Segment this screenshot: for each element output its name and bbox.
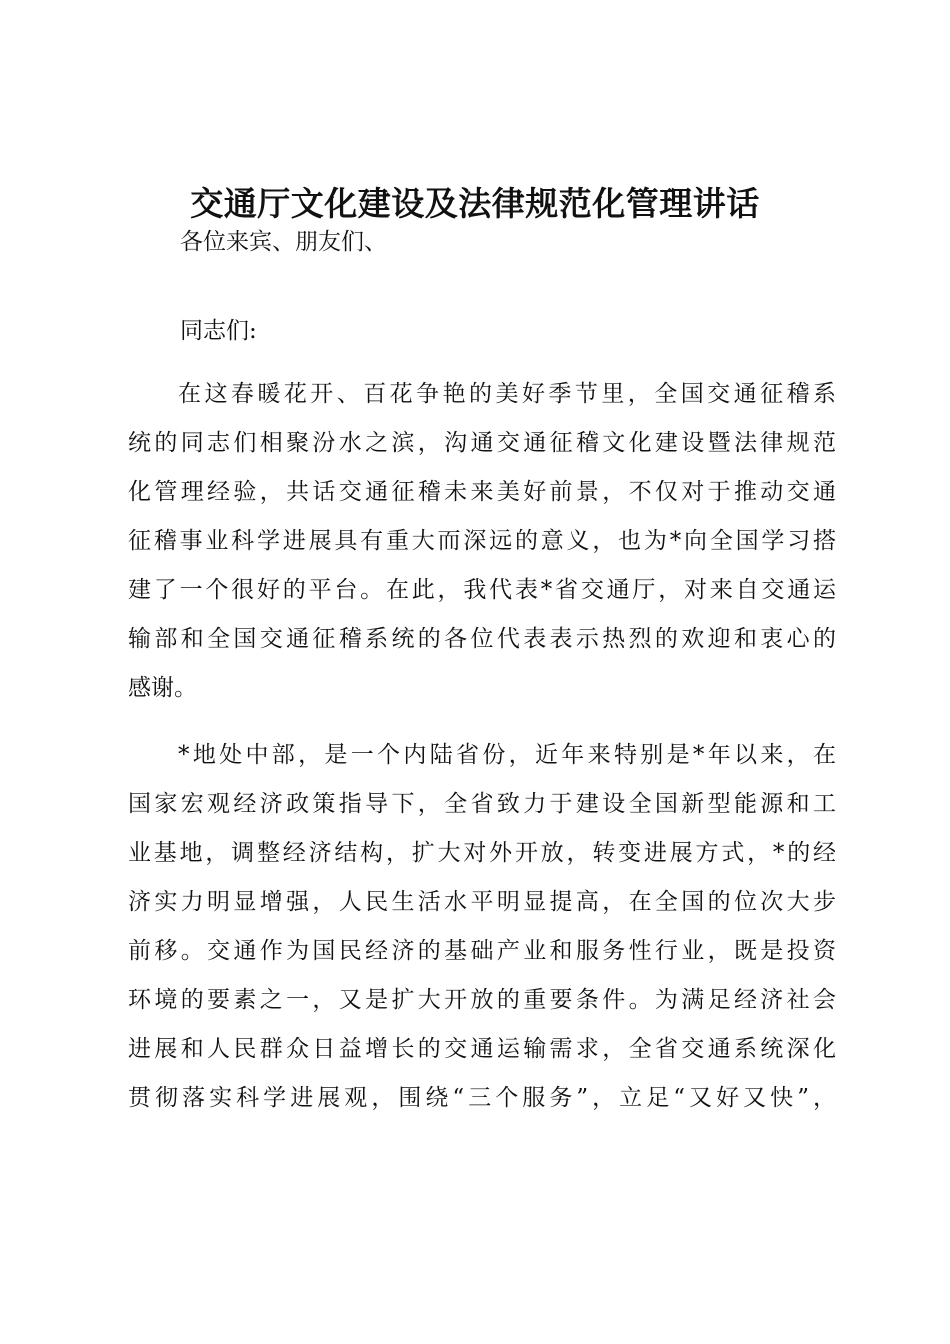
document-title: 交通厅文化建设及法律规范化管理讲话 <box>190 184 760 223</box>
paragraph-line: 济实力明显增强，人民生活水平明显提高，在全国的位次大步 <box>128 889 836 915</box>
paragraph-line: 环境的要素之一，又是扩大开放的重要条件。为满足经济社会 <box>128 987 836 1013</box>
paragraph-line: 在这春暖花开、百花争艳的美好季节里，全国交通征稽系 <box>178 381 836 407</box>
paragraph-line: *地处中部，是一个内陆省份，近年来特别是*年以来，在 <box>178 742 836 768</box>
paragraph-line: 建了一个很好的平台。在此，我代表*省交通厅，对来自交通运 <box>128 577 836 603</box>
paragraph-line: 输部和全国交通征稽系统的各位代表表示热烈的欢迎和衷心的 <box>128 626 836 652</box>
salutation-comrades: 同志们: <box>180 318 257 344</box>
paragraph-line: 化管理经验，共话交通征稽未来美好前景，不仅对于推动交通 <box>128 479 836 505</box>
paragraph-line: 国家宏观经济政策指导下，全省致力于建设全国新型能源和工 <box>128 791 836 817</box>
paragraph-2 <box>128 731 836 1123</box>
paragraph-1 <box>128 370 836 713</box>
paragraph-line: 贯彻落实科学进展观，围绕“三个服务”，立足“又好又快”， <box>128 1085 836 1111</box>
paragraph-line: 感谢。 <box>128 675 197 701</box>
paragraph-line: 前移。交通作为国民经济的基础产业和服务性行业，既是投资 <box>128 938 836 964</box>
paragraph-line: 征稽事业科学进展具有重大而深远的意义，也为*向全国学习搭 <box>128 528 836 554</box>
paragraph-line: 统的同志们相聚汾水之滨，沟通交通征稽文化建设暨法律规范 <box>128 430 836 456</box>
salutation-guests: 各位来宾、朋友们、 <box>180 229 387 255</box>
paragraph-line: 进展和人民群众日益增长的交通运输需求，全省交通系统深化 <box>128 1036 836 1062</box>
paragraph-line: 业基地，调整经济结构，扩大对外开放，转变进展方式，*的经 <box>128 840 836 866</box>
